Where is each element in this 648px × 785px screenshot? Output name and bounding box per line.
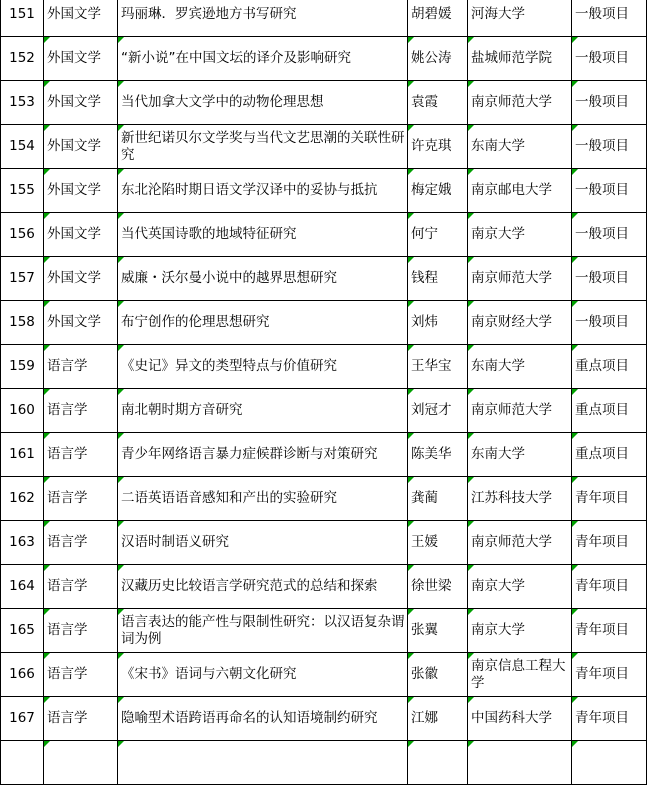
project-title-cell: [118, 741, 408, 785]
institution-cell: 南京师范大学: [468, 521, 572, 565]
applicant-cell: 梅定娥: [408, 169, 468, 213]
applicant-cell: 张徽: [408, 653, 468, 697]
serial-number-cell: 153: [1, 81, 44, 125]
applicant-cell: 张翼: [408, 609, 468, 653]
serial-number-cell: 151: [1, 0, 44, 37]
discipline-cell: 语言学: [44, 521, 118, 565]
applicant-cell: 何宁: [408, 213, 468, 257]
project-title-cell: 汉藏历史比较语言学研究范式的总结和探索: [118, 565, 408, 609]
serial-number-cell: 156: [1, 213, 44, 257]
institution-cell: 南京大学: [468, 565, 572, 609]
table-row: [1, 477, 647, 521]
discipline-cell: 语言学: [44, 477, 118, 521]
table-row: [1, 125, 647, 169]
table-row: [1, 81, 647, 125]
table-row: [1, 257, 647, 301]
project-title-cell: 当代英国诗歌的地域特征研究: [118, 213, 408, 257]
project-title-cell: 二语英语语音感知和产出的实验研究: [118, 477, 408, 521]
institution-cell: 南京师范大学: [468, 81, 572, 125]
discipline-cell: 外国文学: [44, 169, 118, 213]
discipline-cell: 语言学: [44, 653, 118, 697]
institution-cell: [468, 741, 572, 785]
serial-number-cell: 157: [1, 257, 44, 301]
institution-cell: 南京财经大学: [468, 301, 572, 345]
table-row: [1, 345, 647, 389]
institution-cell: 中国药科大学: [468, 697, 572, 741]
table-row: [1, 653, 647, 697]
serial-number-cell: 167: [1, 697, 44, 741]
project-type-cell: [572, 741, 647, 785]
institution-cell: 南京大学: [468, 609, 572, 653]
project-title-cell: 新世纪诺贝尔文学奖与当代文艺思潮的关联性研究: [118, 125, 408, 169]
project-type-cell: 一般项目: [572, 125, 647, 169]
project-title-cell: 东北沦陷时期日语文学汉译中的妥协与抵抗: [118, 169, 408, 213]
serial-number-cell: 165: [1, 609, 44, 653]
serial-number-cell: 166: [1, 653, 44, 697]
serial-number-cell: 161: [1, 433, 44, 477]
project-type-cell: 一般项目: [572, 0, 647, 37]
serial-number-cell: 160: [1, 389, 44, 433]
serial-number-cell: 154: [1, 125, 44, 169]
table-row: [1, 433, 647, 477]
discipline-cell: 外国文学: [44, 0, 118, 37]
project-title-cell: 南北朝时期方音研究: [118, 389, 408, 433]
project-title-cell: “新小说”在中国文坛的译介及影响研究: [118, 37, 408, 81]
applicant-cell: 龚蔺: [408, 477, 468, 521]
discipline-cell: 语言学: [44, 697, 118, 741]
project-title-cell: 语言表达的能产性与限制性研究：以汉语复杂谓词为例: [118, 609, 408, 653]
project-type-cell: 一般项目: [572, 37, 647, 81]
institution-cell: 盐城师范学院: [468, 37, 572, 81]
project-title-cell: 青少年网络语言暴力症候群诊断与对策研究: [118, 433, 408, 477]
discipline-cell: 语言学: [44, 389, 118, 433]
serial-number-cell: 152: [1, 37, 44, 81]
table-row: [1, 213, 647, 257]
project-title-cell: 玛丽琳．罗宾逊地方书写研究: [118, 0, 408, 37]
serial-number-cell: 159: [1, 345, 44, 389]
project-type-cell: 青年项目: [572, 521, 647, 565]
institution-cell: 东南大学: [468, 125, 572, 169]
institution-cell: 南京信息工程大学: [468, 653, 572, 697]
applicant-cell: 江娜: [408, 697, 468, 741]
discipline-cell: 外国文学: [44, 213, 118, 257]
project-title-cell: 布宁创作的伦理思想研究: [118, 301, 408, 345]
project-title-cell: 当代加拿大文学中的动物伦理思想: [118, 81, 408, 125]
applicant-cell: [408, 741, 468, 785]
applicant-cell: 胡碧媛: [408, 0, 468, 37]
applicant-cell: 袁霞: [408, 81, 468, 125]
discipline-cell: 语言学: [44, 345, 118, 389]
serial-number-cell: 163: [1, 521, 44, 565]
applicant-cell: 刘炜: [408, 301, 468, 345]
table-row: [1, 741, 647, 785]
serial-number-cell: 162: [1, 477, 44, 521]
serial-number-cell: 155: [1, 169, 44, 213]
table-row: [1, 521, 647, 565]
discipline-cell: 外国文学: [44, 257, 118, 301]
project-type-cell: 青年项目: [572, 653, 647, 697]
project-type-cell: 一般项目: [572, 169, 647, 213]
discipline-cell: 外国文学: [44, 81, 118, 125]
project-title-cell: 《宋书》语词与六朝文化研究: [118, 653, 408, 697]
institution-cell: 江苏科技大学: [468, 477, 572, 521]
project-type-cell: 重点项目: [572, 389, 647, 433]
project-type-cell: 重点项目: [572, 345, 647, 389]
applicant-cell: 王媛: [408, 521, 468, 565]
table-row: [1, 169, 647, 213]
project-type-cell: 一般项目: [572, 81, 647, 125]
applicant-cell: 许克琪: [408, 125, 468, 169]
institution-cell: 东南大学: [468, 433, 572, 477]
project-table-body: [1, 0, 647, 785]
institution-cell: 南京师范大学: [468, 389, 572, 433]
table-row: [1, 37, 647, 81]
applicant-cell: 钱程: [408, 257, 468, 301]
project-title-cell: 隐喻型术语跨语再命名的认知语境制约研究: [118, 697, 408, 741]
institution-cell: 南京邮电大学: [468, 169, 572, 213]
project-type-cell: 青年项目: [572, 477, 647, 521]
institution-cell: 南京大学: [468, 213, 572, 257]
applicant-cell: 陈美华: [408, 433, 468, 477]
project-title-cell: 汉语时制语义研究: [118, 521, 408, 565]
institution-cell: 东南大学: [468, 345, 572, 389]
discipline-cell: 外国文学: [44, 37, 118, 81]
project-type-cell: 青年项目: [572, 697, 647, 741]
project-title-cell: 威廉・沃尔曼小说中的越界思想研究: [118, 257, 408, 301]
table-row: [1, 301, 647, 345]
table-row: [1, 389, 647, 433]
table-row: [1, 697, 647, 741]
serial-number-cell: 164: [1, 565, 44, 609]
project-type-cell: 重点项目: [572, 433, 647, 477]
project-title-cell: 《史记》异文的类型特点与价值研究: [118, 345, 408, 389]
discipline-cell: 外国文学: [44, 301, 118, 345]
applicant-cell: 徐世梁: [408, 565, 468, 609]
project-type-cell: 青年项目: [572, 609, 647, 653]
applicant-cell: 王华宝: [408, 345, 468, 389]
institution-cell: 南京师范大学: [468, 257, 572, 301]
project-type-cell: 一般项目: [572, 301, 647, 345]
table-row: [1, 565, 647, 609]
discipline-cell: 语言学: [44, 433, 118, 477]
discipline-cell: 外国文学: [44, 125, 118, 169]
serial-number-cell: 158: [1, 301, 44, 345]
applicant-cell: 姚公涛: [408, 37, 468, 81]
applicant-cell: 刘冠才: [408, 389, 468, 433]
institution-cell: 河海大学: [468, 0, 572, 37]
table-row: [1, 609, 647, 653]
serial-number-cell: [1, 741, 44, 785]
discipline-cell: 语言学: [44, 565, 118, 609]
discipline-cell: [44, 741, 118, 785]
project-type-cell: 一般项目: [572, 213, 647, 257]
discipline-cell: 语言学: [44, 609, 118, 653]
project-type-cell: 青年项目: [572, 565, 647, 609]
project-type-cell: 一般项目: [572, 257, 647, 301]
table-row: [1, 0, 647, 37]
